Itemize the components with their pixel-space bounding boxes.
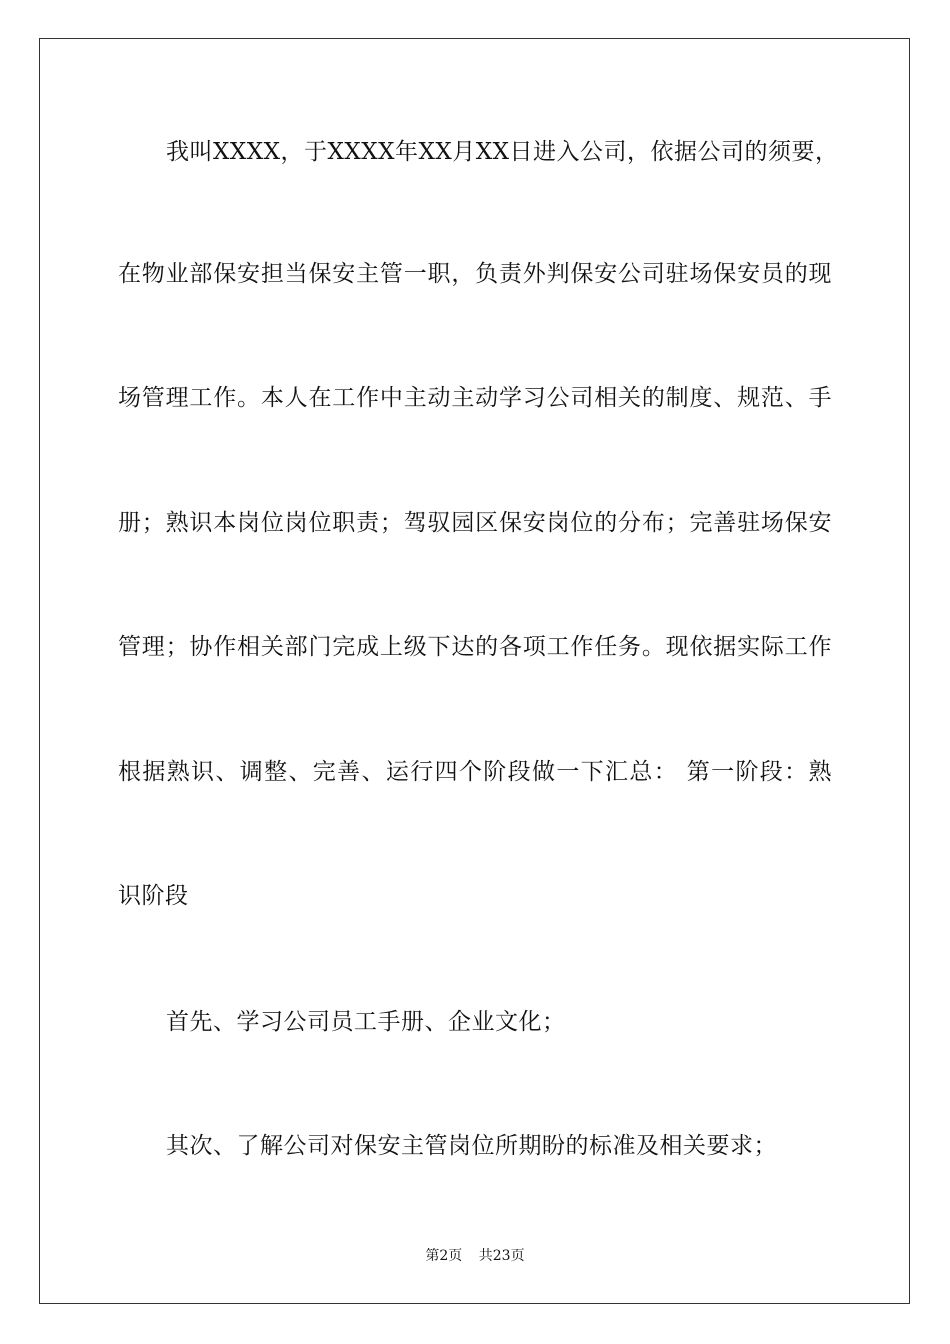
paragraph-line-5: 管理；协作相关部门完成上级下达的各项工作任务。现依据实际工作 — [118, 634, 832, 660]
paragraph-line-2: 在物业部保安担当保安主管一职，负责外判保安公司驻场保安员的现 — [118, 261, 832, 287]
paragraph-line-1: 我叫XXXX，于XXXX年XX月XX日进入公司，依据公司的须要， — [166, 139, 839, 165]
list-item-second: 其次、了解公司对保安主管岗位所期盼的标准及相关要求； — [166, 1133, 777, 1159]
paragraph-line-3: 场管理工作。本人在工作中主动主动学习公司相关的制度、规范、手 — [118, 385, 832, 411]
paragraph-line-4: 册；熟识本岗位岗位职责；驾驭园区保安岗位的分布；完善驻场保安 — [118, 510, 832, 536]
paragraph-line-6: 根据熟识、调整、完善、运行四个阶段做一下汇总： 第一阶段：熟 — [118, 759, 832, 785]
list-item-first: 首先、学习公司员工手册、企业文化； — [166, 1009, 566, 1035]
page-total: 共23页 — [478, 1248, 525, 1264]
page-border — [39, 38, 910, 1304]
paragraph-line-7: 识阶段 — [118, 883, 189, 909]
page-number: 第2页 — [425, 1248, 463, 1264]
page-footer — [0, 1247, 950, 1265]
